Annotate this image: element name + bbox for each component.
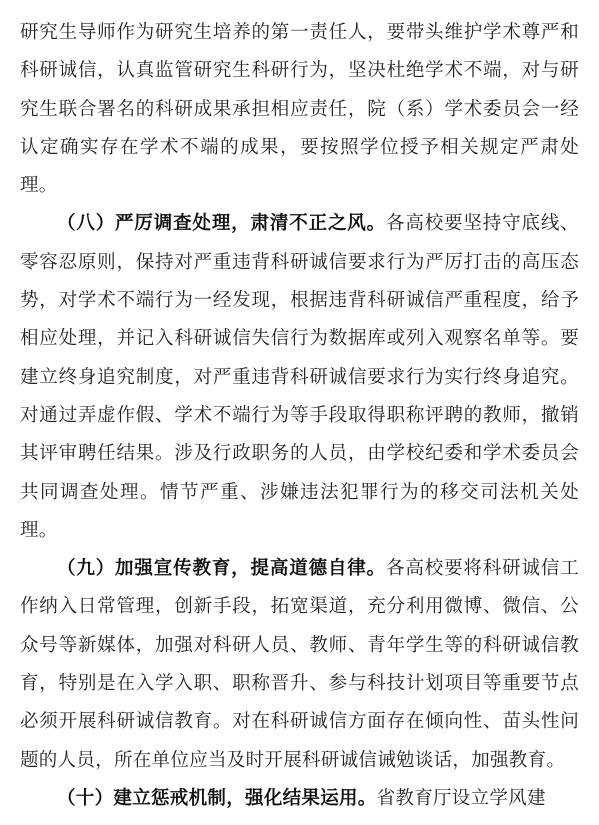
- paragraph-body: 各高校要将科研诚信工作纳入日常管理，创新手段，拓宽渠道，充分利用微博、微信、公众号等新媒体，加强对科研人员、教师、青年学生等的科研诚信教育，特别是在入学入职、职称晋升、参与科技计划项目等重要节点必须开展科研诚信教育。对在科研诚信方面存在倾向性、苗头性问题的人员，所在单位应当及时开展科研诚信诫勉谈话，加强教育。: [20, 558, 579, 771]
- paragraph-body: 研究生导师作为研究生培养的第一责任人，要带头维护学术尊严和科研诚信，认真监管研究生科研行为，坚决杜绝学术不端，对与研究生联合署名的科研成果承担相应责任，院（系）学术委员会一经认定确实存在学术不端的成果，要按照学位授予相关规定严肃处理。: [20, 22, 579, 197]
- section-heading: （十）建立惩戒机制，强化结果运用。: [57, 787, 377, 809]
- paragraph-section-10: [20, 780, 579, 818]
- paragraph-body: 各高校要坚持守底线、零容忍原则，保持对严重违背科研诚信要求行为严厉打击的高压态势，对学术不端行为一经发现，根据违背科研诚信严重程度，给予相应处理，并记入科研诚信失信行为数据库或列入观察名单等。要建立终身追究制度，对严重违背科研诚信要求行为实行终身追究。对通过弄虚作假、学术不端行为等手段取得职称评聘的教师，撤销其评审聘任结果。涉及行政职务的人员，由学校纪委和学术委员会共同调查处理。情节严重、涉嫌违法犯罪行为的移交司法机关处理。: [20, 213, 579, 541]
- paragraph-continued: [20, 14, 579, 205]
- paragraph-section-8: [20, 205, 579, 550]
- paragraph-body: 省教育厅设立学风建: [376, 787, 546, 809]
- section-heading: （八）严厉调查处理，肃清不正之风。: [57, 213, 387, 235]
- section-heading: （九）加强宣传教育，提高道德自律。: [57, 558, 387, 580]
- paragraph-section-9: [20, 550, 579, 780]
